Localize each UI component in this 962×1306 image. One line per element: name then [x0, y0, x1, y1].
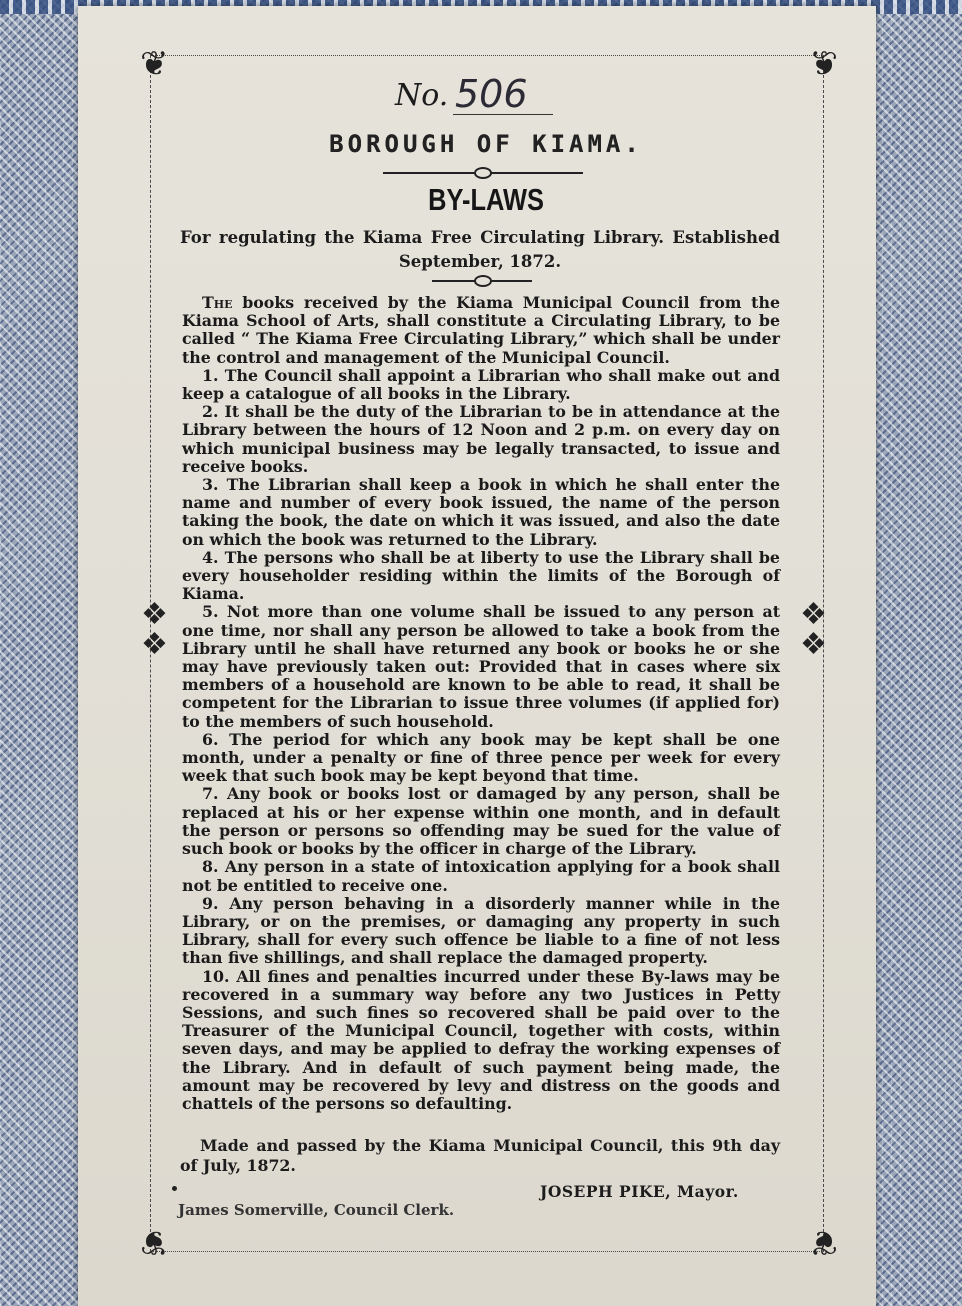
clause-7: 7. Any book or books lost or damaged by any person, shall be replaced at his or her expense within one month, and in default the person or persons so offending may be sued for the value of such book or books by the officer in charge of the Library. — [182, 784, 780, 859]
side-ornament-left-icon: ❖ ❖ — [141, 597, 168, 662]
preamble-text: books received by the Kiama Municipal Council from the Kiama School of Arts, shall constitute a Circulating Library, to be called “ The Kiama Free Circulating Library,” which shall be under the control and management of the Municipal Council. — [182, 293, 780, 367]
document-number — [395, 72, 565, 124]
corner-ornament-top-right-icon: ❦ — [809, 44, 838, 84]
corner-ornament-top-left-icon: ❦ — [140, 44, 169, 84]
clerk-bullet — [172, 1186, 177, 1191]
number-prefix: No. — [395, 78, 449, 113]
mayor-signature: JOSEPH PIKE, Mayor. — [540, 1182, 739, 1201]
title-rule-ornament — [474, 167, 492, 179]
preamble-lead: The — [202, 293, 233, 312]
clause-10: 10. All fines and penalties incurred under these By-laws may be recovered in a summary way before any two Justices in Petty Sessions, and such fines so recovered shall be paid over to the Treasurer of the Municipal Council, together with costs, within seven days, and may be applied to defray the working expenses of the Library. And in default of such payment being made, the amount may be recovered by levy and distress on the goods and chattels of the persons so defaulting. — [182, 966, 780, 1113]
clause-9: 9. Any person behaving in a disorderly manner while in the Library, or on the premises, or damaging any property in such Library, shall for every such offence be liable to a fine of not less than five shillings, and shall replace the damaged property. — [182, 893, 780, 968]
subtitle-rule-ornament — [474, 275, 492, 287]
handwritten-number: 506 — [455, 72, 528, 116]
clause-8: 8. Any person in a state of intoxication applying for a book shall not be entitled to receive one. — [182, 857, 780, 895]
preamble-paragraph — [182, 294, 780, 367]
clause-4: 4. The persons who shall be at liberty to use the Library shall be every householder residing within the limits of the Borough of Kiama. — [182, 547, 780, 604]
bylaws-subtitle: For regulating the Kiama Free Circulating Library. Established September, 1872. — [180, 228, 780, 271]
clerk-signature: James Somerville, Council Clerk. — [178, 1201, 455, 1219]
clause-6: 6. The period for which any book may be kept shall be one month, under a penalty or fine of three pence per week for every week that such book may be kept beyond that time. — [182, 729, 780, 786]
made-and-passed: Made and passed by the Kiama Municipal Council, this 9th day of July, 1872. — [180, 1136, 780, 1175]
corner-ornament-bottom-left-icon: ❦ — [140, 1222, 169, 1262]
borough-title: BOROUGH OF KIAMA. — [329, 130, 643, 158]
side-ornament-right-icon: ❖ ❖ — [800, 597, 827, 662]
clause-3: 3. The Librarian shall keep a book in which he shall enter the name and number of every book issued, the name of the person taking the book, the date on which it was issued, and also the date on which the book was returned to the Library. — [182, 475, 780, 549]
clause-2: 2. It shall be the duty of the Librarian to be in attendance at the Library between the hours of 12 Noon and 2 p.m. on every day on which municipal business may be legally transacted, to issue and receive books. — [182, 402, 780, 476]
bylaws-body — [182, 294, 780, 1113]
clause-1: 1. The Council shall appoint a Librarian who shall make out and keep a catalogue of all books in the Library. — [182, 365, 780, 404]
corner-ornament-bottom-right-icon: ❦ — [809, 1222, 838, 1262]
clause-5: 5. Not more than one volume shall be issued to any person at one time, nor shall any person be allowed to take a book from the Library until he shall have returned any book or books he or she may have previously taken out: Provided that in cases where six members of a household are known to be able to read, it shall be competent for the Librarian to issue three volumes (if applied for) to the members of such household. — [182, 602, 780, 731]
bylaws-heading: BY-LAWS — [428, 182, 544, 217]
number-underline — [453, 114, 553, 115]
